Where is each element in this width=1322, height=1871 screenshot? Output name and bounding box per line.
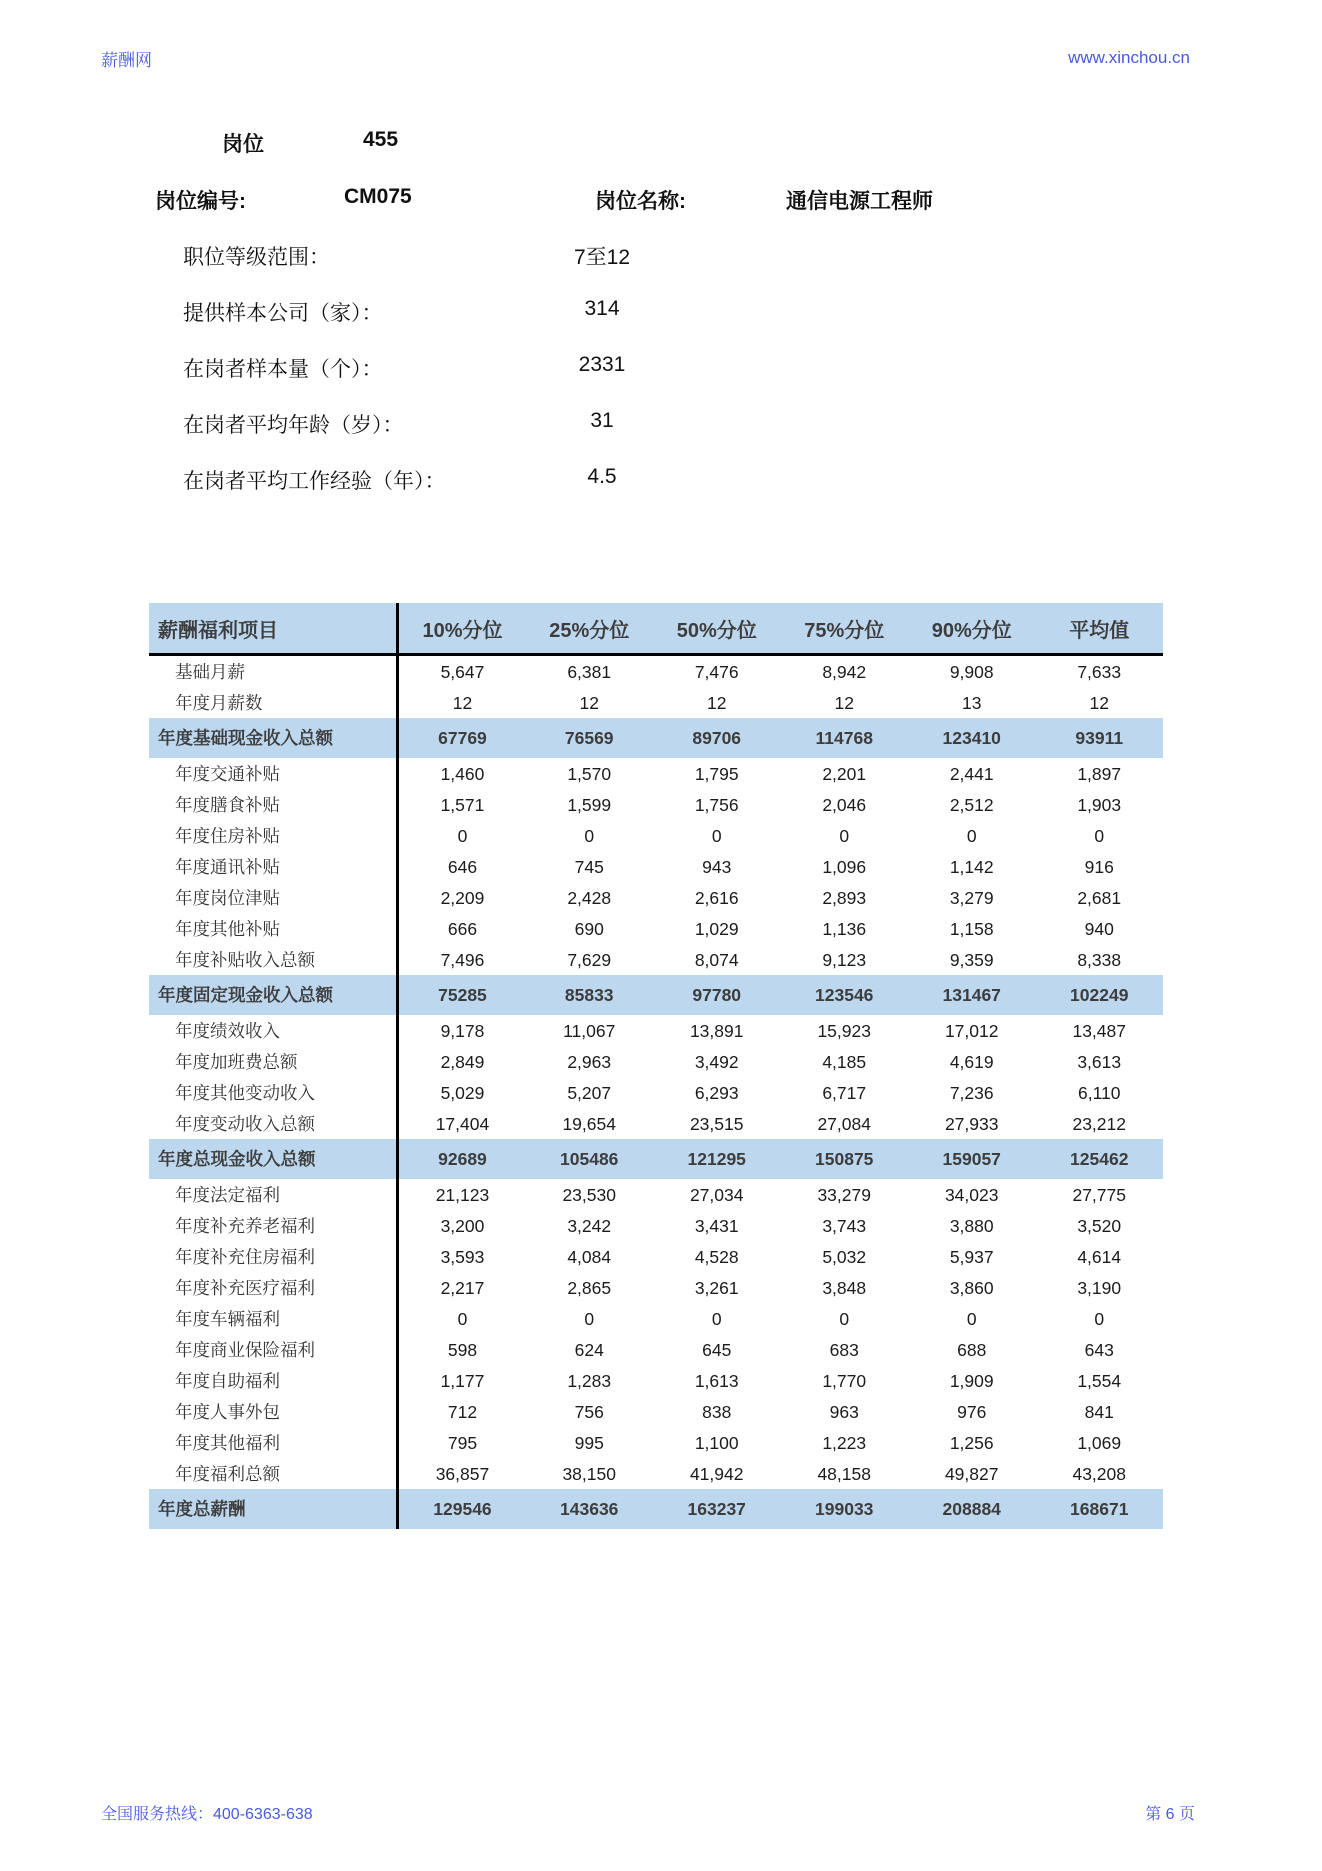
cell-value: 0 [1094, 825, 1105, 846]
cell-value: 12 [1089, 692, 1109, 713]
cell-value: 12 [834, 692, 854, 713]
row-label: 年度通讯补贴 [149, 851, 398, 882]
cell-value: 943 [702, 856, 732, 877]
cell-value: 0 [711, 825, 722, 846]
cell-value: 1,029 [694, 918, 739, 939]
row-label: 年度其他补贴 [149, 913, 398, 944]
cell-value: 1,096 [822, 856, 867, 877]
cell-value: 159057 [908, 1139, 1036, 1179]
cell-value: 97780 [653, 975, 781, 1015]
cell-value: 123546 [780, 975, 908, 1015]
salary-table [149, 603, 1163, 1529]
row-label: 年度总薪酬 [149, 1489, 398, 1529]
cell-value: 17,404 [435, 1113, 490, 1134]
table-row [149, 1077, 1163, 1108]
detail-label-sample-companies: 提供样本公司（家）： [183, 302, 383, 325]
cell-value: 105486 [525, 1139, 653, 1179]
cell-value: 712 [447, 1401, 478, 1422]
table-row [149, 1365, 1163, 1396]
table-row [149, 1272, 1163, 1303]
cell-value: 5,032 [822, 1246, 867, 1267]
cell-value: 123410 [908, 718, 1036, 758]
row-label: 年度补充医疗福利 [149, 1272, 398, 1303]
row-label: 年度膳食补贴 [149, 789, 398, 820]
cell-value: 838 [702, 1401, 732, 1422]
detail-value-level-range [520, 241, 684, 271]
cell-value: 27,034 [689, 1184, 744, 1205]
cell-value: 5,647 [440, 661, 485, 682]
cell-value: 2,046 [822, 794, 867, 815]
cell-value: 199033 [780, 1489, 908, 1529]
cell-value: 38,150 [562, 1463, 616, 1484]
table-row [149, 655, 1163, 688]
cell-value: 2,893 [822, 887, 867, 908]
cell-value: 85833 [525, 975, 653, 1015]
cell-value: 3,279 [949, 887, 994, 908]
detail-label-sample-size: 在岗者样本量（个）： [183, 358, 383, 381]
cell-value: 1,909 [949, 1370, 994, 1391]
cell-value: 0 [711, 1308, 722, 1329]
header-p25: 25%分位 [525, 603, 653, 655]
cell-value: 9,178 [440, 1020, 485, 1041]
row-label: 年度车辆福利 [149, 1303, 398, 1334]
table-row [149, 882, 1163, 913]
cell-value: 19,654 [562, 1113, 616, 1134]
cell-value: 6,110 [1077, 1082, 1121, 1103]
cell-value: 5,207 [567, 1082, 612, 1103]
table-row [149, 1303, 1163, 1334]
cell-value: 7,236 [949, 1082, 994, 1103]
cell-value: 143636 [525, 1489, 653, 1529]
cell-value: 1,460 [440, 763, 485, 784]
cell-value: 916 [1084, 856, 1114, 877]
cell-value: 4,619 [949, 1051, 994, 1072]
cell-value: 3,520 [1077, 1215, 1122, 1236]
cell-value: 1,283 [567, 1370, 612, 1391]
cell-value: 2,681 [1077, 887, 1122, 908]
detail-value-text: 7至12 [573, 246, 631, 269]
cell-value: 75285 [398, 975, 526, 1015]
cell-value: 6,717 [822, 1082, 867, 1103]
cell-value: 3,880 [949, 1215, 994, 1236]
table-row [149, 1108, 1163, 1139]
row-label: 年度基础现金收入总额 [149, 718, 398, 758]
row-label: 年度月薪数 [149, 687, 398, 718]
header-p50: 50%分位 [653, 603, 781, 655]
cell-value: 7,629 [567, 949, 612, 970]
cell-value: 3,261 [694, 1277, 739, 1298]
cell-value: 48,158 [817, 1463, 871, 1484]
cell-value: 3,190 [1077, 1277, 1122, 1298]
cell-value: 76569 [525, 718, 653, 758]
cell-value: 2,616 [694, 887, 739, 908]
header-p75: 75%分位 [780, 603, 908, 655]
table-row [149, 1396, 1163, 1427]
table-row [149, 1210, 1163, 1241]
cell-value: 168671 [1035, 1489, 1163, 1529]
cell-value: 1,897 [1077, 763, 1122, 784]
cell-value: 3,492 [694, 1051, 739, 1072]
post-code-label: 岗位编号: [155, 190, 246, 213]
cell-value: 6,381 [567, 661, 612, 682]
cell-value: 1,069 [1077, 1432, 1122, 1453]
cell-value: 150875 [780, 1139, 908, 1179]
summary-row [149, 718, 1163, 758]
post-name-label: 岗位名称: [595, 190, 686, 213]
cell-value: 9,908 [949, 661, 994, 682]
row-label: 年度固定现金收入总额 [149, 975, 398, 1015]
header-p90: 90%分位 [908, 603, 1036, 655]
cell-value: 17,012 [944, 1020, 999, 1041]
row-label: 年度绩效收入 [149, 1015, 398, 1046]
cell-value: 102249 [1035, 975, 1163, 1015]
row-label: 年度变动收入总额 [149, 1108, 398, 1139]
cell-value: 36,857 [435, 1463, 490, 1484]
cell-value: 3,242 [567, 1215, 612, 1236]
cell-value: 645 [702, 1339, 732, 1360]
cell-value: 92689 [398, 1139, 526, 1179]
cell-value: 4,528 [694, 1246, 739, 1267]
cell-value: 624 [574, 1339, 604, 1360]
cell-value: 23,212 [1072, 1113, 1126, 1134]
cell-value: 1,570 [567, 763, 612, 784]
cell-value: 1,223 [822, 1432, 867, 1453]
row-label: 年度加班费总额 [149, 1046, 398, 1077]
summary-row [149, 1489, 1163, 1529]
cell-value: 13,487 [1072, 1020, 1126, 1041]
row-label: 年度补充养老福利 [149, 1210, 398, 1241]
cell-value: 2,849 [440, 1051, 485, 1072]
cell-value: 89706 [653, 718, 781, 758]
table-header-row [149, 603, 1163, 655]
salary-table-body [149, 655, 1163, 1530]
table-row [149, 1015, 1163, 1046]
table-row [149, 1458, 1163, 1489]
cell-value: 3,848 [822, 1277, 867, 1298]
cell-value: 688 [957, 1339, 987, 1360]
table-row [149, 758, 1163, 789]
cell-value: 963 [829, 1401, 859, 1422]
detail-value-text: 2331 [578, 353, 626, 376]
cell-value: 1,158 [949, 918, 994, 939]
cell-value: 1,136 [822, 918, 867, 939]
cell-value: 1,142 [949, 856, 994, 877]
table-row [149, 687, 1163, 718]
cell-value: 1,795 [694, 763, 739, 784]
row-label: 年度商业保险福利 [149, 1334, 398, 1365]
row-label: 年度法定福利 [149, 1179, 398, 1210]
cell-value: 2,428 [567, 887, 612, 908]
detail-label-average-experience: 在岗者平均工作经验（年）： [183, 470, 446, 493]
cell-value: 93911 [1035, 718, 1163, 758]
cell-value: 683 [829, 1339, 859, 1360]
cell-value: 3,200 [440, 1215, 485, 1236]
cell-value: 33,279 [817, 1184, 871, 1205]
post-code-value: CM075 [344, 185, 412, 208]
cell-value: 0 [584, 1308, 595, 1329]
cell-value: 27,775 [1072, 1184, 1126, 1205]
cell-value: 0 [839, 825, 850, 846]
detail-label-level-range: 职位等级范围： [183, 246, 330, 269]
site-logo: 薪酬网 [101, 51, 152, 70]
cell-value: 125462 [1035, 1139, 1163, 1179]
row-label: 年度其他变动收入 [149, 1077, 398, 1108]
table-row [149, 1046, 1163, 1077]
cell-value: 4,084 [567, 1246, 612, 1267]
cell-value: 7,633 [1077, 661, 1122, 682]
cell-value: 1,256 [949, 1432, 994, 1453]
cell-value: 129546 [398, 1489, 526, 1529]
cell-value: 208884 [908, 1489, 1036, 1529]
cell-value: 745 [574, 856, 604, 877]
header-item-column: 薪酬福利项目 [149, 603, 398, 655]
cell-value: 1,613 [694, 1370, 739, 1391]
detail-value-text: 314 [584, 297, 620, 320]
cell-value: 21,123 [435, 1184, 490, 1205]
cell-value: 976 [957, 1401, 987, 1422]
cell-value: 3,743 [822, 1215, 867, 1236]
cell-value: 2,209 [440, 887, 485, 908]
cell-value: 940 [1084, 918, 1114, 939]
cell-value: 690 [574, 918, 604, 939]
detail-value-text: 31 [590, 409, 614, 432]
cell-value: 3,613 [1077, 1051, 1122, 1072]
cell-value: 643 [1084, 1339, 1114, 1360]
cell-value: 7,496 [440, 949, 485, 970]
table-row [149, 1241, 1163, 1272]
post-label: 岗位 [222, 133, 264, 156]
cell-value: 4,185 [822, 1051, 867, 1072]
summary-row [149, 975, 1163, 1015]
table-row [149, 1179, 1163, 1210]
row-label: 年度交通补贴 [149, 758, 398, 789]
detail-value-average-experience [520, 465, 684, 489]
cell-value: 841 [1084, 1401, 1114, 1422]
row-label: 年度人事外包 [149, 1396, 398, 1427]
detail-value-sample-size [520, 353, 684, 377]
detail-value-text: 4.5 [587, 465, 617, 488]
cell-value: 43,208 [1072, 1463, 1126, 1484]
cell-value: 1,903 [1077, 794, 1122, 815]
cell-value: 1,770 [822, 1370, 867, 1391]
cell-value: 9,123 [822, 949, 867, 970]
cell-value: 0 [584, 825, 595, 846]
cell-value: 0 [1094, 1308, 1105, 1329]
cell-value: 0 [457, 825, 468, 846]
cell-value: 23,515 [689, 1113, 744, 1134]
post-value: 455 [363, 128, 399, 151]
row-label: 基础月薪 [149, 655, 398, 688]
cell-value: 27,933 [944, 1113, 999, 1134]
table-row [149, 851, 1163, 882]
cell-value: 646 [447, 856, 478, 877]
row-label: 年度总现金收入总额 [149, 1139, 398, 1179]
cell-value: 27,084 [817, 1113, 871, 1134]
cell-value: 0 [966, 825, 977, 846]
post-name-value: 通信电源工程师 [786, 190, 933, 213]
cell-value: 5,029 [440, 1082, 485, 1103]
row-label: 年度住房补贴 [149, 820, 398, 851]
cell-value: 1,177 [440, 1370, 485, 1391]
cell-value: 13,891 [689, 1020, 744, 1041]
cell-value: 8,338 [1077, 949, 1122, 970]
cell-value: 114768 [780, 718, 908, 758]
table-row [149, 820, 1163, 851]
cell-value: 3,431 [694, 1215, 739, 1236]
cell-value: 6,293 [694, 1082, 739, 1103]
cell-value: 1,100 [694, 1432, 739, 1453]
cell-value: 0 [966, 1308, 977, 1329]
cell-value: 666 [447, 918, 478, 939]
cell-value: 23,530 [562, 1184, 616, 1205]
row-label: 年度补充住房福利 [149, 1241, 398, 1272]
cell-value: 2,441 [949, 763, 994, 784]
cell-value: 3,860 [949, 1277, 994, 1298]
cell-value: 15,923 [817, 1020, 871, 1041]
cell-value: 2,512 [949, 794, 994, 815]
table-row [149, 1334, 1163, 1365]
row-label: 年度自助福利 [149, 1365, 398, 1396]
cell-value: 795 [447, 1432, 478, 1453]
cell-value: 1,756 [694, 794, 739, 815]
row-label: 年度补贴收入总额 [149, 944, 398, 975]
cell-value: 1,571 [440, 794, 485, 815]
cell-value: 598 [447, 1339, 478, 1360]
cell-value: 34,023 [944, 1184, 999, 1205]
cell-value: 67769 [398, 718, 526, 758]
cell-value: 8,942 [822, 661, 867, 682]
footer-page-number: 第 6 页 [1145, 1806, 1195, 1823]
cell-value: 12 [452, 692, 473, 713]
cell-value: 12 [579, 692, 599, 713]
cell-value: 11,067 [563, 1020, 616, 1041]
row-label: 年度岗位津贴 [149, 882, 398, 913]
cell-value: 0 [457, 1308, 468, 1329]
cell-value: 12 [706, 692, 727, 713]
header-p10: 10%分位 [398, 603, 526, 655]
cell-value: 49,827 [944, 1463, 999, 1484]
cell-value: 756 [574, 1401, 604, 1422]
detail-value-average-age [520, 409, 684, 433]
cell-value: 7,476 [694, 661, 739, 682]
table-row [149, 913, 1163, 944]
summary-row [149, 1139, 1163, 1179]
cell-value: 121295 [653, 1139, 781, 1179]
cell-value: 2,963 [567, 1051, 612, 1072]
cell-value: 1,599 [567, 794, 612, 815]
cell-value: 995 [574, 1432, 604, 1453]
cell-value: 41,942 [689, 1463, 744, 1484]
cell-value: 2,865 [567, 1277, 612, 1298]
table-row [149, 789, 1163, 820]
cell-value: 131467 [908, 975, 1036, 1015]
cell-value: 13 [961, 692, 982, 713]
cell-value: 3,593 [440, 1246, 485, 1267]
cell-value: 5,937 [949, 1246, 994, 1267]
row-label: 年度其他福利 [149, 1427, 398, 1458]
detail-label-average-age: 在岗者平均年龄（岁）： [183, 414, 404, 437]
cell-value: 2,217 [440, 1277, 485, 1298]
cell-value: 2,201 [822, 763, 867, 784]
site-url-link[interactable]: www.xinchou.cn [1068, 48, 1190, 67]
cell-value: 1,554 [1077, 1370, 1122, 1391]
header-average: 平均值 [1035, 603, 1163, 655]
cell-value: 9,359 [949, 949, 994, 970]
cell-value: 4,614 [1077, 1246, 1122, 1267]
table-row [149, 1427, 1163, 1458]
detail-value-sample-companies [520, 297, 684, 321]
row-label: 年度福利总额 [149, 1458, 398, 1489]
cell-value: 8,074 [694, 949, 739, 970]
cell-value: 163237 [653, 1489, 781, 1529]
cell-value: 0 [839, 1308, 850, 1329]
table-row [149, 944, 1163, 975]
footer-hotline: 全国服务热线：400-6363-638 [101, 1806, 313, 1823]
